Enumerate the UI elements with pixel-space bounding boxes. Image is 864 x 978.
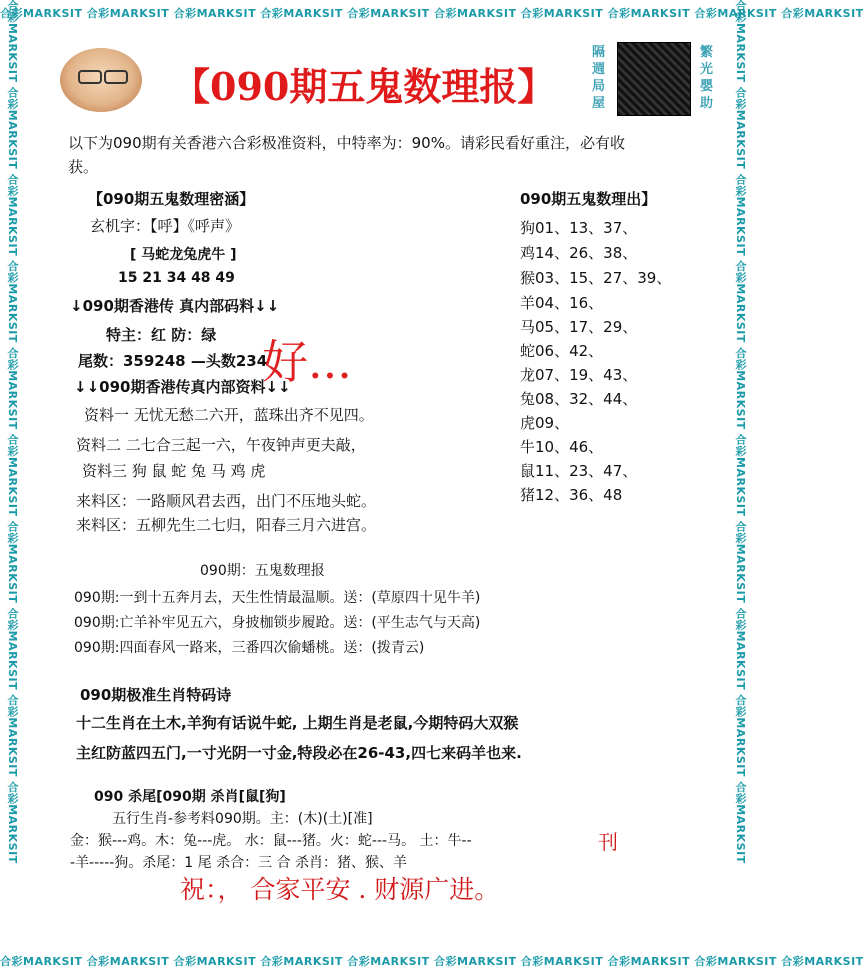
border-left: 合彩MARKSIT 合彩MARKSIT 合彩MARKSIT 合彩MARKSIT 合彩MARKSIT 合彩MARKSIT 合彩MARKSIT 合彩MARKSIT 合彩MARKSIT 合彩MARKSIT [6,0,19,864]
blessing-line: 祝：， 合家平安 . 财源广进。 [180,875,500,904]
right-heading: 090期五鬼数理出】 [520,190,657,208]
kill-tail-line: 090 杀尾[090期 杀肖[鼠[狗] [94,789,286,805]
zodiac-row: 牛10、46、 [520,438,604,456]
side-text-right: 繁光嬰助 [700,45,714,111]
zodiac-row: 狗01、13、37、 [520,219,638,237]
zodiac-row: 鸡14、26、38、 [520,244,638,262]
zodiac-row: 兔08、32、44、 [520,390,638,408]
lailiao-2: 来料区：五柳先生二七归，阳春三月六进宫。 [76,516,377,534]
poem-heading: 090期极准生肖特码诗 [80,686,232,704]
zodiac-row: 马05、17、29、 [520,318,638,336]
report-heading: 090期：五鬼数理报 [200,563,325,579]
report-line: 090期:四面春风一路来，三番四次偷蟠桃。送：(拨青云) [74,640,425,656]
insider-title-2: ↓↓090期香港传真内部资料↓↓ [74,378,291,396]
xuanji-line: 玄机字：【呼】《呼声》 [90,217,241,235]
zodiac-row: 猪12、36、48 [520,486,623,504]
weishu-line: 尾数：359248 —头数234 [78,352,268,370]
poem-line-1: 十二生肖在土木,羊狗有话说牛蛇, 上期生肖是老鼠,今期特码大双猴 [76,714,519,732]
side-text-left: 隔週局屋 [592,45,606,111]
secret-heading: 【090期五鬼数理密涵】 [88,190,255,208]
page-title: 【090期五鬼数理报】 [172,64,556,109]
qr-code [617,42,691,116]
hao-overlay: 好... [262,335,352,389]
poem-line-2: 主红防蓝四五门,一寸光阴一寸金,特段必在26-43,四七来码羊也来. [76,744,522,762]
tezhu-line: 特主：红 防：绿 [106,326,217,344]
five-elements-line: 五行生肖-参考料090期。主：(木)(土)[准] [112,811,373,827]
border-top: 合彩MARKSIT 合彩MARKSIT 合彩MARKSIT 合彩MARKSIT 合彩MARKSIT 合彩MARKSIT 合彩MARKSIT 合彩MARKSIT 合彩MARKSIT 合彩MARKSIT [0,7,864,20]
elements-line-1: 金：猴---鸡。木：兔---虎。 水：鼠---猪。火：蛇---马。 土：牛-- [70,833,472,849]
insider-title-1: ↓090期香港传 真内部码料↓↓ [70,297,280,315]
zodiac-row: 猴03、15、27、39、 [520,269,672,287]
red-stamp: 刊 [598,830,618,854]
glasses-icon [78,70,102,84]
lailiao-1: 来料区：一路顺风君去西，出门不压地头蛇。 [76,492,377,510]
zodiac-row: 龙07、19、43、 [520,366,638,384]
elements-line-2: -羊-----狗。杀尾：1 尾 杀合：三 合 杀肖：猪、猴、羊 [70,855,408,871]
zodiac-row: 鼠11、23、47、 [520,462,638,480]
zodiac-set: [ 马蛇龙兔虎牛 ] [130,247,237,263]
border-bottom: 合彩MARKSIT 合彩MARKSIT 合彩MARKSIT 合彩MARKSIT 合彩MARKSIT 合彩MARKSIT 合彩MARKSIT 合彩MARKSIT 合彩MARKSIT 合彩MARKSIT [0,955,864,968]
zodiac-row: 蛇06、42、 [520,342,604,360]
intro-line-1: 以下为090期有关香港六合彩极准资料，中特率为：90%。请彩民看好重注，必有收 [68,134,625,152]
border-right: 合彩MARKSIT 合彩MARKSIT 合彩MARKSIT 合彩MARKSIT 合彩MARKSIT 合彩MARKSIT 合彩MARKSIT 合彩MARKSIT 合彩MARKSIT 合彩MARKSIT [734,0,747,864]
ziliao-3: 资料三 狗 鼠 蛇 兔 马 鸡 虎 [82,462,266,480]
ziliao-1: 资料一 无忧无愁二六开，蓝珠出齐不见四。 [84,406,374,424]
zodiac-row: 虎09、 [520,414,570,432]
number-set: 15 21 34 48 49 [118,270,235,286]
report-line: 090期:亡羊补牢见五六，身披枷锁步履跄。送：(平生志气与天高) [74,615,481,631]
report-line: 090期:一到十五奔月去，天生性情最温顺。送：(草原四十见牛羊) [74,590,481,606]
ziliao-2: 资料二 二七合三起一六，午夜钟声更夫敲， [76,436,366,454]
zodiac-row: 羊04、16、 [520,294,604,312]
intro-line-2: 获。 [68,158,99,176]
avatar [60,48,142,112]
